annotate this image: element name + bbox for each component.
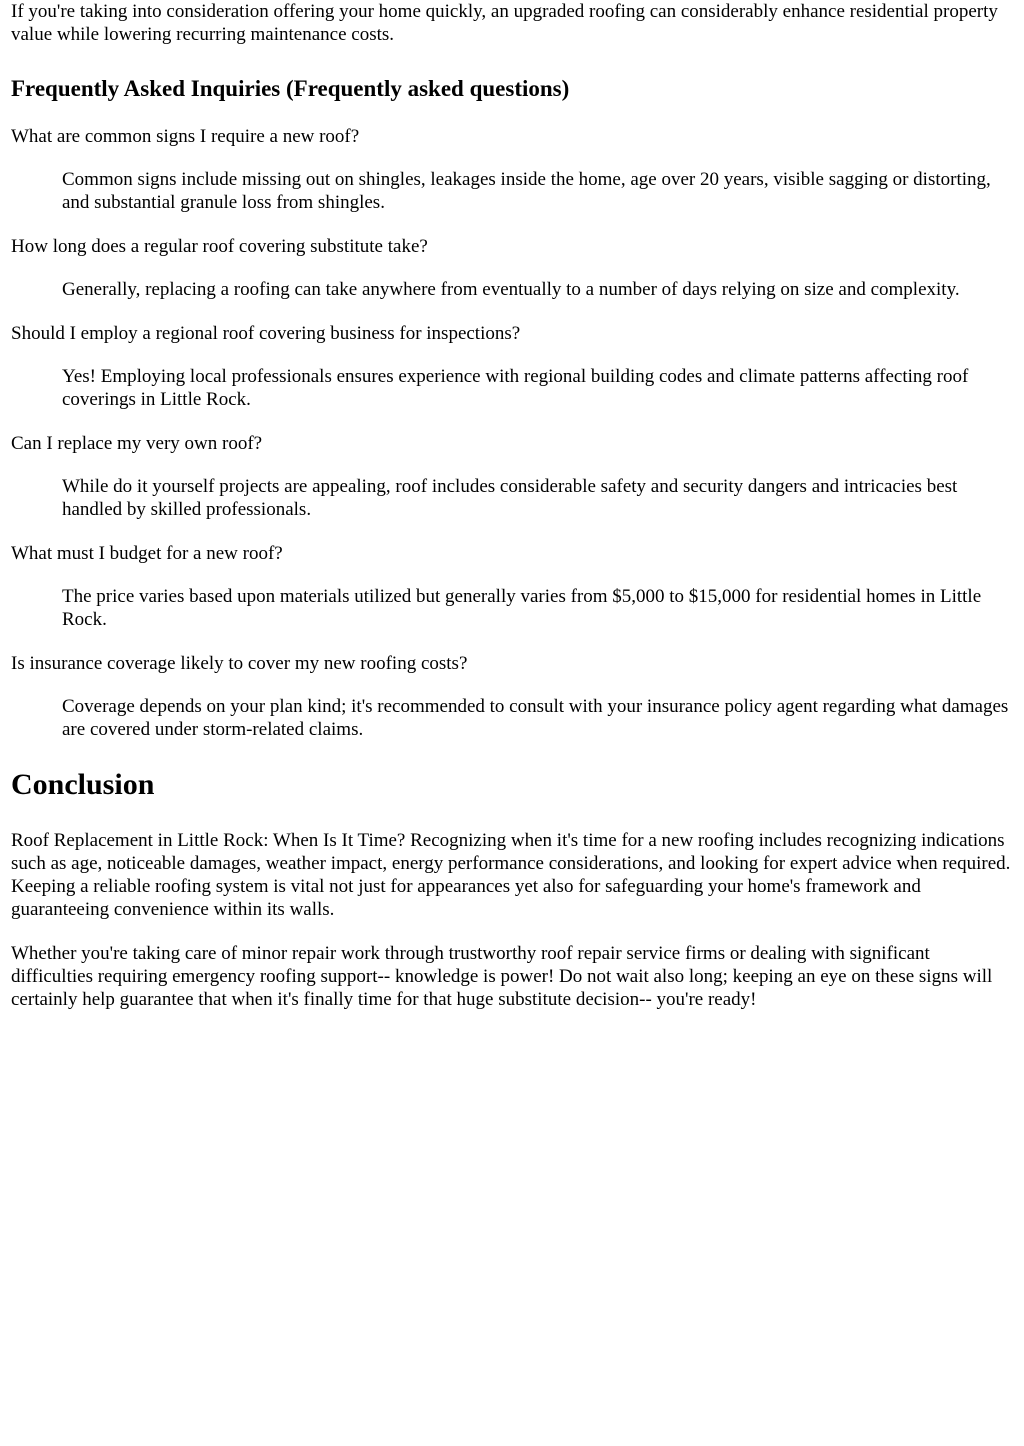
faq-answer: Coverage depends on your plan kind; it's recommended to consult with your insurance policy agent regarding what damages are covered under storm-related claims. bbox=[62, 696, 1009, 740]
intro-paragraph: If you're taking into consideration offering your home quickly, an upgraded roofing can considerably enhance residential property value while lowering recurring maintenance costs. bbox=[11, 1, 998, 45]
faq-question: Is insurance coverage likely to cover my new roofing costs? bbox=[11, 653, 468, 674]
faq-answer: Yes! Employing local professionals ensures experience with regional building codes and climate patterns affecting roof coverings in Little Rock. bbox=[62, 366, 969, 410]
faq-answer: Generally, replacing a roofing can take anywhere from eventually to a number of days relying on size and complexity. bbox=[62, 279, 960, 300]
faq-answer: Common signs include missing out on shingles, leakages inside the home, age over 20 years, visible sagging or distorting, and substantial granule loss from shingles. bbox=[62, 169, 991, 213]
faq-question: What are common signs I require a new roof? bbox=[11, 126, 360, 147]
faq-heading: Frequently Asked Inquiries (Frequently asked questions) bbox=[11, 76, 570, 101]
conclusion-paragraph: Roof Replacement in Little Rock: When Is It Time? Recognizing when it's time for a new roofing includes recognizing indications such as age, noticeable damages, weather impact, energy performance considerations, and looking for expert advice when required. Keeping a reliable roofing system is vital not just for appearances yet also for safeguarding your home's framework and guaranteeing convenience within its walls. bbox=[11, 830, 1011, 920]
faq-answer: While do it yourself projects are appealing, roof includes considerable safety and security dangers and intricacies best handled by skilled professionals. bbox=[62, 476, 958, 520]
faq-question: How long does a regular roof covering substitute take? bbox=[11, 236, 428, 257]
conclusion-heading: Conclusion bbox=[11, 768, 155, 801]
faq-question: Can I replace my very own roof? bbox=[11, 433, 263, 454]
faq-answer: The price varies based upon materials utilized but generally varies from $5,000 to $15,000 for residential homes in Little Rock. bbox=[62, 586, 982, 630]
conclusion-paragraph: Whether you're taking care of minor repair work through trustworthy roof repair service firms or dealing with significant difficulties requiring emergency roofing support-- knowledge is power! Do not wait also long; keeping an eye on these signs will certainly help guarantee that when it's finally time for that huge substitute decision-- you're ready! bbox=[11, 943, 993, 1010]
faq-question: What must I budget for a new roof? bbox=[11, 543, 283, 564]
faq-question: Should I employ a regional roof covering business for inspections? bbox=[11, 323, 521, 344]
